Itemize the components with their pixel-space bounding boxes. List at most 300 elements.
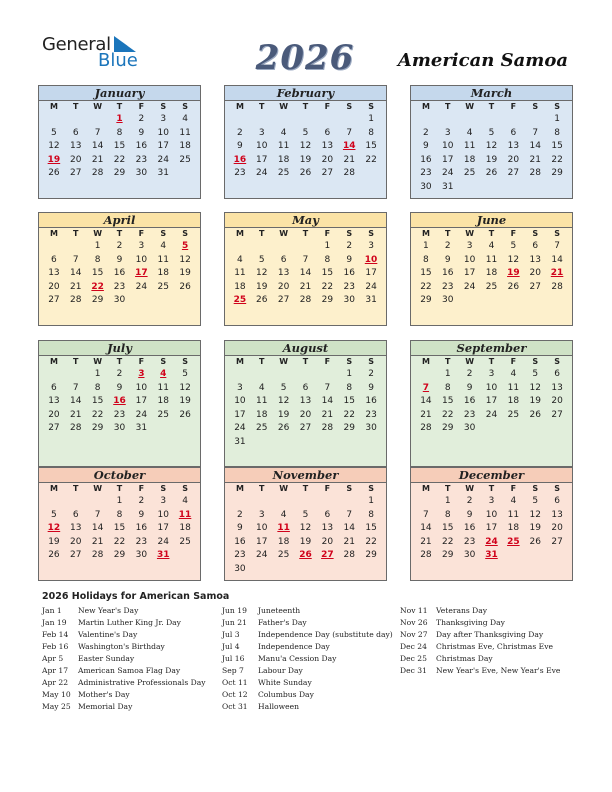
day-cell: 24 [234,423,246,434]
holiday-row [222,629,393,641]
day-cell: 4 [510,369,517,379]
day-cell: 5 [302,127,309,138]
weekday-header: W [279,229,289,238]
day-cell: 1 [554,114,560,124]
day-cell: 13 [321,141,334,152]
day-cell: 27 [529,281,541,292]
holiday-day-cell: 5 [181,241,189,251]
holiday-day-cell: 16 [233,154,247,165]
day-cell: 25 [277,550,290,561]
weekday-header: S [346,229,353,238]
weekday-header: W [279,102,289,111]
holiday-date: Jul 16 [222,654,245,663]
country-title: American Samoa [397,50,568,71]
day-cell: 10 [135,382,148,393]
day-cell: 1 [116,496,123,506]
weekday-header: F [510,484,517,493]
holiday-name: Thanksgiving Day [436,618,505,627]
day-cell: 25 [157,281,169,292]
day-cell: 31 [442,181,454,192]
day-cell: 26 [277,423,290,434]
day-cell: 10 [157,127,169,138]
weekday-header: S [368,102,374,111]
day-cell: 7 [302,254,309,265]
day-cell: 23 [113,409,126,420]
day-cell: 23 [442,281,454,292]
day-cell: 22 [365,536,377,547]
day-cell: 17 [157,523,169,534]
day-cell: 27 [277,295,290,306]
day-cell: 28 [70,295,82,306]
day-cell: 29 [91,423,104,434]
day-cell: 13 [321,523,334,534]
day-cell: 27 [70,550,82,561]
day-cell: 18 [256,409,268,420]
holiday-day-cell: 24 [485,536,498,547]
day-cell: 12 [485,141,498,152]
day-cell: 19 [529,523,541,534]
weekday-header: W [279,357,289,366]
day-cell: 7 [72,382,79,393]
day-cell: 15 [91,268,104,279]
empty-cell [295,240,317,254]
day-grid [225,228,386,308]
empty-cell [273,113,295,127]
holiday-name: Columbus Day [258,690,314,699]
weekday-header: S [554,484,560,493]
empty-cell [459,113,481,127]
day-cell: 21 [420,409,432,420]
day-cell: 10 [234,396,246,407]
day-cell: 16 [365,396,377,407]
day-cell: 24 [135,281,148,292]
day-cell: 13 [48,268,60,279]
day-cell: 14 [420,523,432,534]
day-cell: 5 [182,369,188,379]
day-cell: 20 [321,154,334,165]
day-cell: 2 [116,369,123,379]
day-cell: 20 [551,396,563,407]
holiday-name: Memorial Day [78,702,133,711]
day-cell: 2 [237,509,243,520]
month-name: May [225,213,386,228]
holiday-date: Apr 22 [42,678,69,687]
day-cell: 19 [299,536,312,547]
weekday-header: T [302,357,309,366]
holiday-date: May 25 [42,702,71,711]
day-cell: 11 [256,396,268,407]
day-cell: 6 [302,382,309,393]
holiday-date: Jun 21 [222,618,247,627]
holiday-name: Manu'a Cession Day [258,654,337,663]
day-cell: 13 [551,382,563,393]
month-name: June [411,213,572,228]
day-cell: 15 [420,268,432,279]
weekday-header: S [160,102,167,111]
empty-cell [316,113,338,127]
day-cell: 19 [179,268,191,279]
day-cell: 28 [420,550,432,561]
holiday-row [222,653,393,665]
holiday-day-cell: 25 [233,295,247,306]
day-cell: 3 [466,241,473,251]
weekday-header: W [93,357,103,366]
day-cell: 9 [466,509,473,520]
day-cell: 21 [343,536,355,547]
weekday-header: W [465,357,475,366]
empty-cell [295,368,317,382]
holiday-name: Father's Day [258,618,307,627]
holiday-row [222,701,393,713]
holiday-row [400,617,560,629]
holiday-day-cell: 3 [138,369,145,379]
day-cell: 14 [91,523,104,534]
weekday-header: S [532,229,539,238]
day-cell: 2 [138,114,145,124]
day-cell: 25 [277,168,290,179]
holiday-row [42,677,206,689]
day-cell: 5 [532,369,539,379]
day-cell: 2 [466,496,473,506]
holiday-date: Nov 27 [400,630,428,639]
day-cell: 10 [256,141,268,152]
day-cell: 7 [94,509,101,520]
holiday-date: May 10 [42,690,71,699]
day-cell: 12 [179,254,191,265]
day-cell: 8 [116,509,123,520]
empty-cell [415,495,437,509]
weekday-header: F [510,102,517,111]
empty-cell [295,113,317,127]
day-grid [411,101,572,195]
day-cell: 24 [463,281,476,292]
holiday-row [222,689,393,701]
month-name: July [39,341,200,356]
day-cell: 27 [507,168,520,179]
month-name: September [411,341,572,356]
day-cell: 3 [488,496,495,506]
empty-cell [65,495,87,509]
month-may [224,212,387,326]
day-cell: 15 [343,396,355,407]
day-cell: 27 [321,168,334,179]
weekday-header: F [138,229,145,238]
day-cell: 13 [70,141,82,152]
holiday-date: Jun 19 [222,606,247,615]
day-cell: 24 [485,409,498,420]
day-cell: 6 [324,127,331,138]
day-cell: 23 [463,409,476,420]
day-cell: 9 [237,141,243,152]
weekday-header: T [445,102,451,111]
holiday-date: Jul 3 [222,630,240,639]
day-cell: 2 [116,241,123,251]
weekday-header: M [49,484,58,493]
day-cell: 28 [299,295,312,306]
day-cell: 4 [280,509,287,520]
day-cell: 10 [442,141,454,152]
day-cell: 29 [113,168,126,179]
day-cell: 12 [507,254,520,265]
weekday-header: M [235,102,244,111]
day-cell: 7 [532,127,539,138]
month-name: November [225,468,386,483]
day-cell: 23 [135,154,148,165]
day-cell: 25 [507,409,520,420]
logo-text-general: General [42,34,111,55]
day-cell: 20 [551,523,563,534]
holiday-name: Washington's Birthday [78,642,165,651]
day-cell: 6 [554,369,560,379]
empty-cell [229,495,251,509]
weekday-header: F [510,357,517,366]
month-february [224,85,387,199]
day-cell: 12 [179,382,191,393]
day-cell: 14 [299,268,312,279]
weekday-header: T [259,357,265,366]
empty-cell [316,495,338,509]
day-cell: 24 [135,409,148,420]
weekday-header: M [421,357,430,366]
holiday-day-cell: 7 [422,382,430,393]
month-name: March [411,86,572,101]
day-cell: 28 [343,550,355,561]
day-cell: 13 [551,509,563,520]
day-cell: 21 [299,281,312,292]
day-cell: 3 [368,241,374,251]
day-cell: 15 [321,268,334,279]
day-cell: 4 [258,382,265,393]
weekday-header: T [116,357,123,366]
day-cell: 21 [321,409,334,420]
day-cell: 8 [324,254,331,265]
day-cell: 18 [507,396,520,407]
day-cell: 17 [485,523,498,534]
day-cell: 30 [420,181,432,192]
day-grid [225,101,386,181]
day-cell: 12 [277,396,290,407]
day-cell: 26 [48,168,60,179]
holiday-day-cell: 17 [135,268,148,279]
day-cell: 10 [485,509,498,520]
day-cell: 2 [423,127,429,138]
holiday-day-cell: 10 [364,254,378,265]
day-cell: 3 [138,241,145,251]
weekday-header: F [138,102,145,111]
day-cell: 30 [463,423,476,434]
day-cell: 8 [94,382,101,393]
day-cell: 8 [368,127,374,138]
day-cell: 20 [70,536,82,547]
day-cell: 8 [444,382,451,393]
weekday-header: S [182,102,188,111]
day-cell: 11 [179,127,191,138]
day-cell: 13 [48,396,60,407]
day-cell: 15 [365,141,377,152]
holiday-date: Dec 24 [400,642,427,651]
day-cell: 16 [234,536,246,547]
day-cell: 24 [365,281,377,292]
weekday-header: S [346,357,353,366]
weekday-header: W [279,484,289,493]
day-cell: 6 [51,382,57,393]
holiday-day-cell: 31 [156,550,170,561]
day-cell: 5 [510,241,517,251]
day-cell: 7 [94,127,101,138]
day-cell: 29 [343,423,355,434]
holiday-day-cell: 11 [178,509,192,520]
day-cell: 28 [70,423,82,434]
day-cell: 10 [135,254,148,265]
day-cell: 17 [234,409,246,420]
day-cell: 16 [113,268,126,279]
month-july [38,340,201,467]
day-cell: 14 [343,523,355,534]
day-grid [411,483,572,563]
month-name: January [39,86,200,101]
day-cell: 7 [72,254,79,265]
weekday-header: T [302,484,309,493]
day-cell: 20 [507,154,520,165]
day-cell: 18 [157,396,169,407]
day-cell: 1 [368,496,374,506]
holiday-column [400,605,560,677]
day-cell: 19 [529,396,541,407]
day-cell: 20 [70,154,82,165]
weekday-header: M [49,102,58,111]
day-cell: 7 [423,509,429,520]
day-cell: 15 [113,141,126,152]
day-cell: 25 [157,409,169,420]
day-cell: 19 [299,154,312,165]
holiday-name: Christmas Eve, Christmas Eve [436,642,553,651]
day-cell: 30 [135,168,148,179]
day-cell: 3 [488,369,495,379]
empty-cell [502,113,524,127]
month-name: April [39,213,200,228]
weekday-header: W [465,484,475,493]
weekday-header: M [421,484,430,493]
holiday-name: New Year's Day [78,606,139,615]
day-cell: 20 [277,281,290,292]
weekday-header: T [73,102,79,111]
day-cell: 13 [507,141,520,152]
day-cell: 23 [234,168,246,179]
day-cell: 10 [157,509,169,520]
day-cell: 17 [485,396,498,407]
holiday-name: American Samoa Flag Day [78,666,181,675]
day-cell: 20 [48,409,60,420]
day-cell: 22 [551,154,563,165]
day-cell: 16 [463,396,476,407]
day-cell: 20 [299,409,312,420]
day-cell: 11 [157,254,169,265]
weekday-header: F [324,102,331,111]
holiday-date: Dec 25 [400,654,427,663]
day-cell: 21 [420,536,432,547]
empty-cell [338,113,360,127]
day-cell: 10 [256,523,268,534]
weekday-header: T [116,102,123,111]
day-cell: 28 [529,168,541,179]
weekday-header: M [235,357,244,366]
day-cell: 17 [442,154,454,165]
logo [42,34,142,74]
day-cell: 14 [529,141,541,152]
holiday-row [400,665,560,677]
day-cell: 6 [324,509,331,520]
day-cell: 11 [463,141,476,152]
day-cell: 27 [48,295,60,306]
weekday-header: F [324,229,331,238]
day-cell: 19 [485,154,498,165]
day-cell: 30 [463,550,476,561]
day-cell: 10 [485,382,498,393]
day-cell: 9 [466,382,473,393]
empty-cell [251,368,273,382]
day-cell: 27 [551,409,563,420]
day-cell: 9 [423,141,429,152]
day-cell: 29 [91,295,104,306]
day-cell: 8 [346,382,353,393]
day-cell: 11 [485,254,498,265]
holiday-name: New Year's Eve, New Year's Eve [436,666,561,675]
day-cell: 6 [72,127,79,138]
holiday-row [400,653,560,665]
empty-cell [251,113,273,127]
day-cell: 9 [138,509,145,520]
day-cell: 22 [321,281,334,292]
empty-cell [65,240,87,254]
day-cell: 21 [91,154,104,165]
month-name: August [225,341,386,356]
day-cell: 2 [444,241,451,251]
empty-cell [43,368,65,382]
holiday-date: Feb 14 [42,630,69,639]
weekday-header: T [73,484,79,493]
year-title: 2026 [255,38,355,78]
day-cell: 18 [157,268,169,279]
holiday-row [222,641,393,653]
day-cell: 23 [463,536,476,547]
weekday-header: W [465,102,475,111]
day-grid [225,356,386,450]
holiday-date: Feb 16 [42,642,69,651]
weekday-header: T [259,229,265,238]
day-cell: 18 [463,154,476,165]
day-cell: 17 [256,154,268,165]
empty-cell [229,240,251,254]
day-cell: 4 [182,114,188,124]
month-june [410,212,573,326]
weekday-header: F [138,357,145,366]
day-cell: 18 [507,523,520,534]
day-cell: 23 [234,550,246,561]
day-cell: 16 [442,268,454,279]
weekday-header: S [554,229,560,238]
weekday-header: M [235,484,244,493]
day-cell: 15 [91,396,104,407]
day-cell: 25 [179,536,191,547]
day-cell: 12 [529,509,541,520]
holiday-column [42,605,206,713]
day-cell: 18 [277,536,290,547]
day-cell: 30 [343,295,355,306]
day-cell: 29 [321,295,334,306]
weekday-header: T [73,229,79,238]
day-cell: 4 [488,241,495,251]
empty-cell [415,368,437,382]
